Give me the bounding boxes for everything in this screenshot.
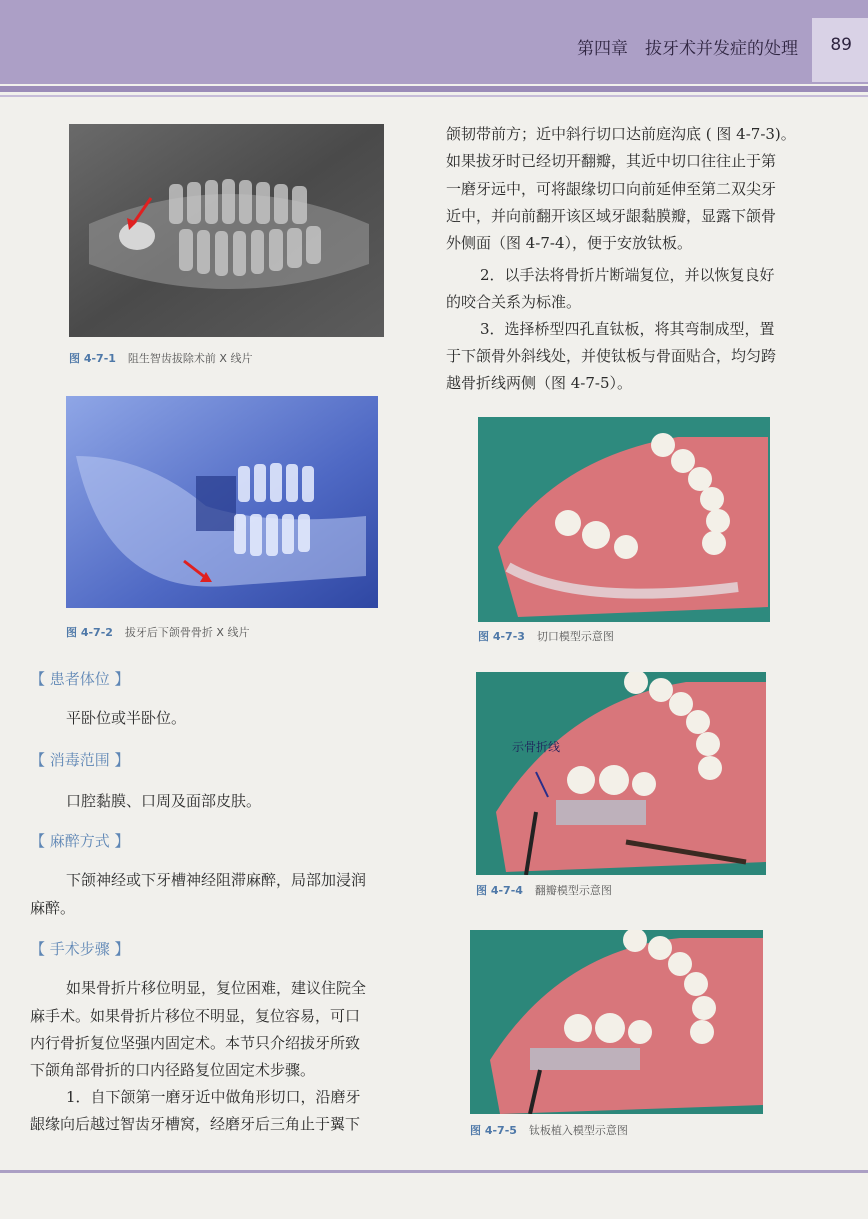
section-text-anesthesia-2: 麻醉。 (30, 899, 76, 917)
right-column-line: 如果拔牙时已经切开翻瓣，其近中切口往往止于第 (446, 152, 777, 170)
page-number: 89 (830, 35, 852, 55)
right-column-line: 颌韧带前方；近中斜行切口达前庭沟底 ( 图 4-7-3)。 (446, 125, 796, 143)
section-heading-anesthesia: 【 麻醉方式 】 (30, 832, 130, 850)
steps-line-4: 下颌角部骨折的口内径路复位固定术步骤。 (30, 1061, 316, 1079)
steps-line-6: 龈缘向后越过智齿牙槽窝，经磨牙后三角止于翼下 (30, 1115, 361, 1133)
right-column-line: 2．以手法将骨折片断端复位，并以恢复良好 (480, 266, 775, 284)
steps-line-1: 如果骨折片移位明显，复位困难，建议住院全 (66, 979, 367, 997)
section-heading-position: 【 患者体位 】 (30, 670, 130, 688)
figure-4-7-2-xray (66, 396, 378, 608)
figure-4-7-4-caption: 图 4-7-4 翻瓣模型示意图 (476, 884, 612, 897)
right-column-line: 越骨折线两侧（图 4-7-5）。 (446, 374, 633, 392)
right-column-line: 外侧面（图 4-7-4），便于安放钛板。 (446, 234, 693, 252)
figure-4-7-5-photo (470, 930, 763, 1114)
right-column-line: 于下颌骨外斜线处，并使钛板与骨面贴合，均匀跨 (446, 347, 777, 365)
figure-4-7-1-caption: 图 4-7-1 阻生智齿拔除术前 X 线片 (69, 352, 253, 365)
right-column-line: 一磨牙远中，可将龈缘切口向前延伸至第二双尖牙 (446, 180, 777, 198)
figure-4-7-2-caption: 图 4-7-2 拔牙后下颌骨骨折 X 线片 (66, 626, 250, 639)
steps-line-3: 内行骨折复位坚强内固定术。本节只介绍拔牙所致 (30, 1034, 361, 1052)
figure-4-7-3-photo (478, 417, 770, 622)
figure-4-7-4-photo (476, 672, 766, 875)
section-text-position: 平卧位或半卧位。 (66, 709, 187, 727)
footer-rule (0, 1170, 868, 1173)
header-rule (0, 86, 868, 92)
steps-line-5: 1．自下颌第一磨牙近中做角形切口，沿磨牙 (66, 1088, 361, 1106)
figure-4-7-1-xray (69, 124, 384, 337)
steps-line-2: 麻手术。如果骨折片移位不明显，复位容易，可口 (30, 1007, 361, 1025)
section-text-anesthesia-1: 下颌神经或下牙槽神经阻滞麻醉，局部加浸润 (66, 871, 367, 889)
right-column-line: 的咬合关系为标准。 (446, 293, 582, 311)
figure-4-7-5-caption: 图 4-7-5 钛板植入模型示意图 (470, 1124, 628, 1137)
right-column-line: 3．选择桥型四孔直钛板，将其弯制成型，置 (480, 320, 775, 338)
header-rule-thin (0, 95, 868, 97)
section-heading-steps: 【 手术步骤 】 (30, 940, 130, 958)
figure-4-7-3-caption: 图 4-7-3 切口模型示意图 (478, 630, 614, 643)
fracture-line-annotation: 示骨折线 (512, 740, 561, 754)
chapter-title: 第四章 拔牙术并发症的处理 (577, 39, 798, 59)
section-text-disinfection: 口腔黏膜、口周及面部皮肤。 (66, 792, 262, 810)
right-column-line: 近中，并向前翻开该区域牙龈黏膜瓣，显露下颌骨 (446, 207, 777, 225)
section-heading-disinfection: 【 消毒范围 】 (30, 751, 130, 769)
